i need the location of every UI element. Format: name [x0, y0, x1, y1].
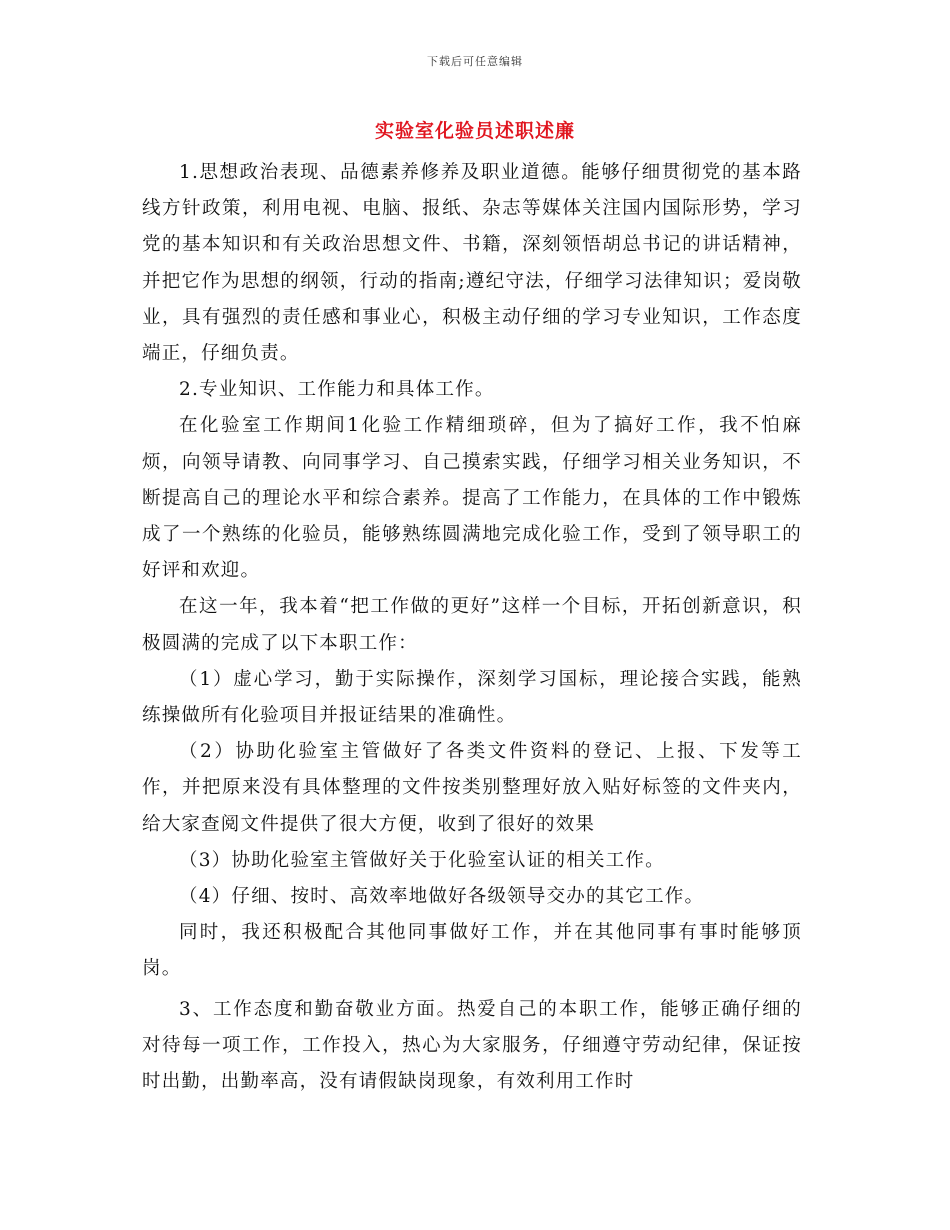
- document-body: [142, 155, 802, 1100]
- header-note: 下载后可任意编辑: [427, 55, 523, 68]
- paragraph-political-performance: 1.思想政治表现、品德素养修养及职业道德。能够仔细贯彻党的基本路线方针政策，利用电视、电脑、报纸、杂志等媒体关注国内国际形势，学习党的基本知识和有关政治思想文件、书籍，深刻领悟胡总书记的讲话精神，并把它作为思想的纲领，行动的指南;遵纪守法，仔细学习法律知识；爱岗敬业，具有强烈的责任感和事业心，积极主动仔细的学习专业知识，工作态度端正，仔细负责。: [142, 162, 802, 365]
- list-item-4: （4）仔细、按时、高效率地做好各级领导交办的其它工作。: [179, 886, 705, 908]
- list-item-3: （3）协助化验室主管做好关于化验室认证的相关工作。: [179, 849, 665, 871]
- paragraph-year-goal: 在这一年，我本着“把工作做的更好”这样一个目标，开拓创新意识，积极圆满的完成了以下本职工作：: [142, 596, 802, 654]
- paragraph-cooperation: 同时，我还积极配合其他同事做好工作，并在其他同事有事时能够顶岗。: [142, 922, 802, 980]
- list-item-2: （2）协助化验室主管做好了各类文件资料的登记、上报、下发等工作，并把原来没有具体整理的文件按类别整理好放入贴好标签的文件夹内，给大家查阅文件提供了很大方便，收到了很好的效果: [142, 741, 802, 835]
- list-item-1: （1）虚心学习，勤于实际操作，深刻学习国标，理论接合实践，能熟练操做所有化验项目并报证结果的准确性。: [142, 668, 802, 727]
- document-title: 实验室化验员述职述廉: [374, 120, 575, 142]
- paragraph-professional-heading: 2.专业知识、工作能力和具体工作。: [179, 379, 495, 401]
- paragraph-lab-work: 在化验室工作期间1化验工作精细琐碎，但为了搞好工作，我不怕麻烦，向领导请教、向同事学习、自己摸索实践，仔细学习相关业务知识，不断提高自己的理论水平和综合素养。提高了工作能力，在具体的工作中锻炼成了一个熟练的化验员，能够熟练圆满地完成化验工作，受到了领导职工的好评和欢迎。: [142, 415, 802, 582]
- paragraph-work-attitude: 3、工作态度和勤奋敬业方面。热爱自己的本职工作，能够正确仔细的对待每一项工作，工作投入，热心为大家服务，仔细遵守劳动纪律，保证按时出勤，出勤率高，没有请假缺岗现象，有效利用工作时: [142, 998, 802, 1093]
